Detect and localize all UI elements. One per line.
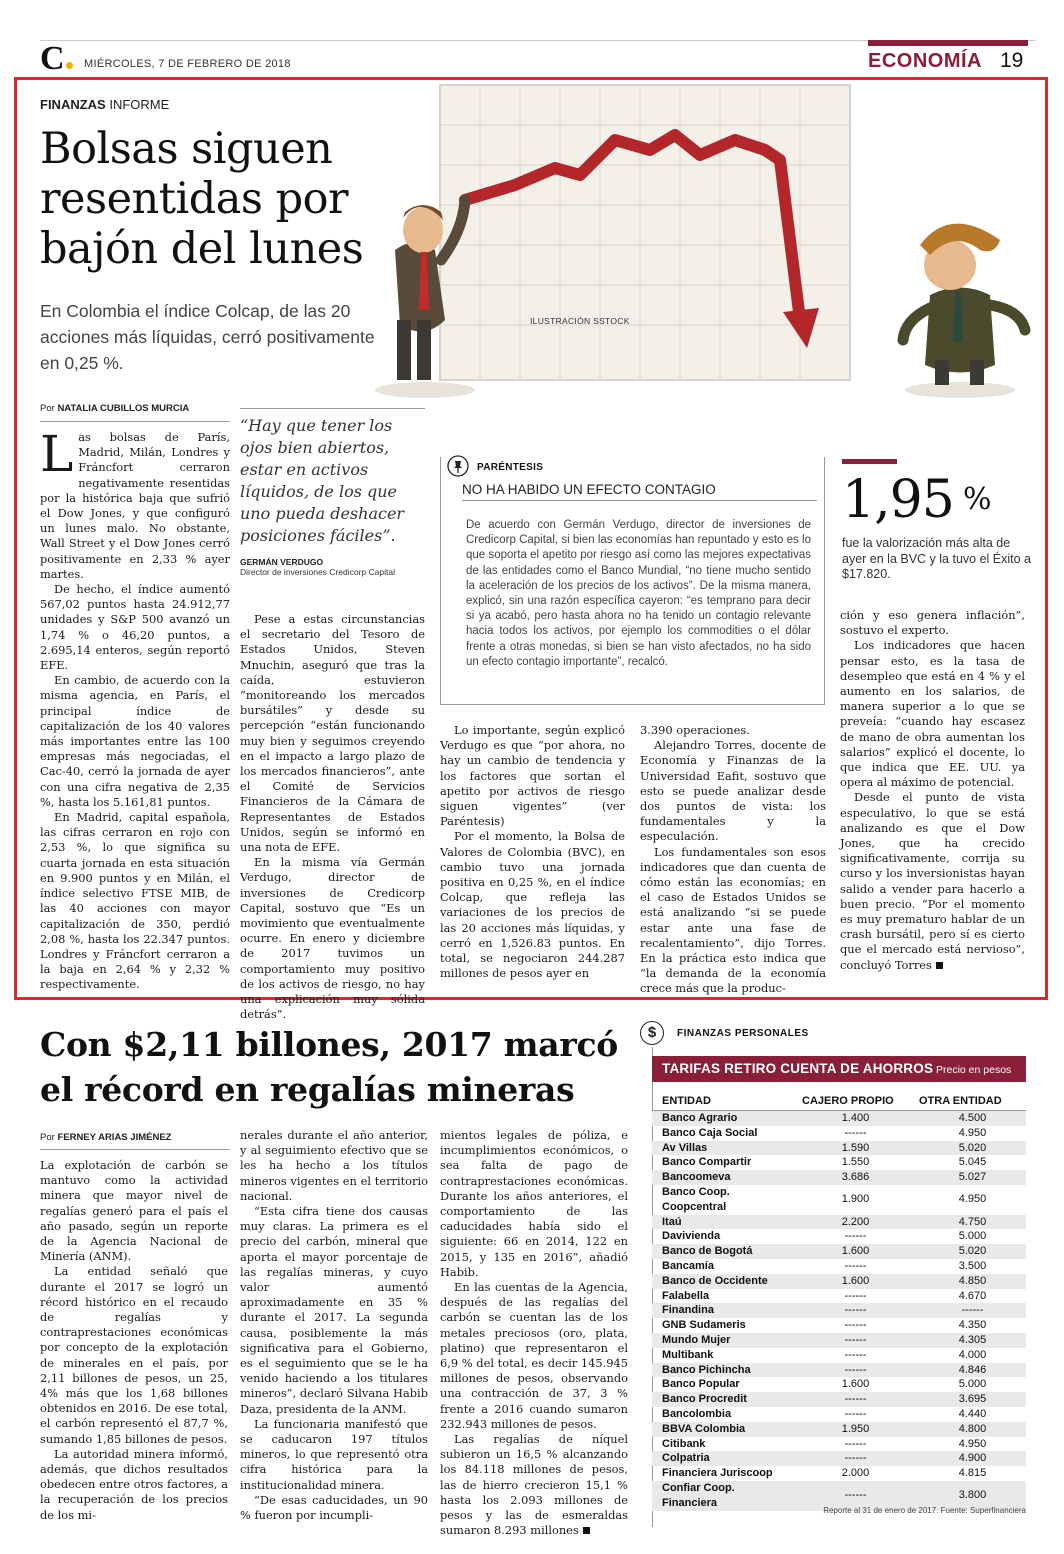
byline-author: NATALIA CUBILLOS MURCIA — [57, 403, 190, 414]
otra-entidad-cell: 4.500 — [909, 1111, 1026, 1126]
paragraph: En Madrid, capital española, las cifras cerraron en rojo con 2,53 %, lo que significa su cuarta jornada en esta situación en 9.900 puntos y en Milán, el índice selectivo FTSE MIB, de las 40 acciones con mayor capitalización de 350, perdió 2,08 %, hasta los 22.347 puntos. Londres y Fráncfort cerraron a la baja en 2,64 % y 2,32 % respectivamente. — [40, 810, 230, 992]
paragraph: La entidad señaló que durante el 2017 se logró un récord histórico en el recaudo de regalías y contraprestaciones económicas por concepto de la explotación de minerales en el país, por 2,11 billones de pesos, un 25, 4% más que los 1,68 billones obtenidos en 2016. De ese total, el carbón representó el 87,7 %, sumando 1,85 billones de pesos. — [40, 1264, 228, 1446]
table-row — [652, 1141, 1026, 1156]
article-column-5 — [840, 608, 1025, 973]
entity-cell: Bancamía — [662, 1259, 714, 1272]
cajero-propio-cell: ------ — [844, 1348, 867, 1361]
cajero-propio-cell: ------ — [792, 1392, 909, 1407]
otra-entidad-cell: 4.846 — [909, 1363, 1026, 1378]
paragraph: ción y eso genera inflación”, sostuvo el experto. — [840, 608, 1025, 638]
table-row — [652, 1377, 1026, 1392]
otra-entidad-cell: 4.000 — [958, 1348, 987, 1361]
paragraph: nerales durante el año anterior, y al seguimiento efectivo que se les ha hecho a los títulos mineros vigentes en el territorio nacional. — [240, 1128, 428, 1203]
otra-entidad-cell: 5.000 — [958, 1230, 987, 1243]
table-row — [652, 1215, 1026, 1230]
table-row — [652, 1289, 1026, 1304]
entity-cell: Falabella — [662, 1289, 710, 1302]
table-row — [652, 1451, 1026, 1466]
parentesis-text: De acuerdo con Germán Verdugo, director de inversiones de Credicorp Capital, si bien las economías han repuntado y esto es lo que soporta el apetito por riesgo así como las mejores expectativas de las entidades como el Banco Mundial, “no tiene mucho sentido la aceleración de los precios de los activos”. De la misma manera, explicó, sin una razón específica cayeron: “es temprano para decir si ya acabó, pero hasta ahora no ha tenido un contagio relevante hacia todos los activos, por ejemplo los commodities o el dólar frente a otras monedas, si bien se han visto afectados, no ha sido un efecto contagio importante”, recalcó. — [466, 519, 811, 668]
otra-entidad-cell: 4.440 — [958, 1407, 987, 1420]
table-row — [652, 1155, 1026, 1170]
paragraph: En cambio, de acuerdo con la misma agencia, en París, el principal índice de capitalización de los 40 valores más importantes entre las 100 empresas más negociadas, el Cac-40, cerró la jornada de ayer con una cifra negativa de 2,35 %, hasta los 5.161,81 puntos. — [40, 673, 230, 809]
cajero-propio-cell: 1.900 — [841, 1193, 870, 1206]
entity-cell: Banco Procredit — [652, 1392, 792, 1407]
entity-cell: Banco Compartir — [662, 1156, 752, 1169]
otra-entidad-cell: 4.305 — [909, 1333, 1026, 1348]
cajero-propio-cell: ------ — [792, 1333, 909, 1348]
column-header-otra-entidad: OTRA ENTIDAD — [909, 1094, 1026, 1111]
otra-entidad-cell: 4.750 — [909, 1215, 1026, 1230]
article-kicker — [40, 97, 169, 112]
otra-entidad-cell: 5.027 — [909, 1170, 1026, 1185]
otra-entidad-cell: 5.020 — [909, 1141, 1026, 1156]
article-subhead: En Colombia el índice Colcap, de las 20 acciones más líquidas, cerró positivamente en 0,25 %. — [40, 301, 375, 373]
byline — [40, 403, 230, 422]
article2-column-2 — [240, 1128, 428, 1523]
table-row — [652, 1170, 1026, 1185]
entity-cell: Bancolombia — [662, 1407, 732, 1420]
section-bar — [868, 40, 1028, 46]
otra-entidad-cell: 4.815 — [958, 1467, 987, 1480]
cajero-propio-cell: ------ — [844, 1230, 867, 1243]
otra-entidad-cell: 4.670 — [958, 1289, 987, 1302]
entity-cell: Colpatria — [652, 1451, 792, 1466]
kicker-type: INFORME — [109, 97, 170, 112]
edition-date: MIÉRCOLES, 7 DE FEBRERO DE 2018 — [84, 58, 291, 70]
paragraph: De hecho, el índice aumentó 567,02 puntos hasta 24.912,77 unidades y S&P 500 avanzó un 1,74 % o 46,20 puntos, a 2.695,14 enteros, según reportó EFE. — [40, 582, 230, 673]
paragraph: 3.390 operaciones. — [640, 723, 750, 737]
article-column-2 — [240, 612, 425, 1022]
paragraph: Las regalías de níquel subieron un 16,5 % alcanzando los 84.118 millones de pesos, las de hierro crecieron 15,1 % hasta los 2.093 millones de pesos y las de esmeraldas sumaron 8.293 millones — [440, 1432, 628, 1538]
entity-cell: Itaú — [652, 1215, 792, 1230]
article-column-3 — [440, 723, 625, 981]
parentesis-title: NO HA HABIDO UN EFECTO CONTAGIO — [462, 482, 817, 501]
table-row — [652, 1318, 1026, 1333]
otra-entidad-cell: 4.950 — [958, 1193, 987, 1206]
table-row — [652, 1229, 1026, 1244]
entity-cell: Banco Caja Social — [662, 1126, 758, 1139]
entity-cell: Multibank — [662, 1348, 714, 1361]
byline-prefix: Por — [40, 403, 55, 414]
table-row — [652, 1333, 1026, 1348]
paragraph: Desde el punto de vista especulativo, lo que se está analizando es que el Dow Jones, que ha crecido significativamente, corrija su curso y los inversionistas hayan salido a vender para hacerlo a buen precio. “Por el momento es muy prematuro hablar de un crash bursátil, pero sí es cierto que el mercado está nervioso”, concluyó Torres — [840, 790, 1025, 972]
article2-column-3 — [440, 1128, 628, 1538]
entity-cell: Mundo Mujer — [652, 1333, 792, 1348]
table-title: TARIFAS RETIRO CUENTA DE AHORROS — [662, 1061, 934, 1076]
rates-table — [652, 1094, 1026, 1511]
parentesis-label: PARÉNTESIS — [477, 462, 544, 473]
cajero-propio-cell: 1.550 — [841, 1156, 870, 1169]
quote-text: “Hay que tener los ojos bien abiertos, estar en activos líquidos, de los que uno pueda deshacer posiciones fáciles”. — [240, 416, 405, 545]
entity-cell: Finandina — [652, 1303, 792, 1318]
otra-entidad-cell: 4.900 — [909, 1451, 1026, 1466]
entity-cell: Citibank — [662, 1437, 706, 1450]
entity-cell: GNB Sudameris — [662, 1319, 746, 1332]
stat-unit: % — [963, 482, 992, 517]
byline-prefix: Por — [40, 1132, 55, 1143]
cajero-propio-cell: ------ — [844, 1407, 867, 1420]
table-header-row — [652, 1094, 1026, 1111]
otra-entidad-cell: 5.000 — [958, 1378, 987, 1391]
table-row — [652, 1259, 1026, 1274]
paragraph: as bolsas de París, Madrid, Milán, Londres y Fráncfort cerraron negativamente resentidas por la histórica baja que sufrió el Dow Jones, y que configuró un lunes malo. No obstante, Wall Street y el Dow Jones cerró positivamente en 2,33 % ayer martes. — [40, 430, 230, 581]
cajero-propio-cell: ------ — [844, 1126, 867, 1139]
paragraph: La explotación de carbón se mantuvo como la actividad minera que mayor nivel de regalías generó para el país el año pasado, según un reporte de la Agencia Nacional de Minería (ANM). — [40, 1158, 228, 1264]
finanzas-personales-label: FINANZAS PERSONALES — [677, 1028, 809, 1039]
otra-entidad-cell: 5.045 — [958, 1156, 987, 1169]
byline-author: FERNEY ARIAS JIMÉNEZ — [57, 1132, 172, 1143]
cajero-propio-cell: 1.590 — [792, 1141, 909, 1156]
dollar-icon: $ — [640, 1021, 664, 1045]
cajero-propio-cell: 3.686 — [792, 1170, 909, 1185]
entity-cell: BBVA Colombia — [652, 1422, 792, 1437]
article-headline: Bolsas siguen resentidas por bajón del lunes — [40, 124, 364, 274]
table-row — [652, 1348, 1026, 1363]
kicker-section: FINANZAS — [40, 97, 106, 112]
article-column-1 — [40, 425, 230, 993]
paragraph: Por el momento, la Bolsa de Valores de Colombia (BVC), en cambio tuvo una jornada positiva en 0,25 %, en el índice Colcap, que refleja las variaciones de los precios de las 20 acciones más líquidas, y cerró en 1,526.83 puntos. En total, se negociaron 244.287 millones de pesos ayer en — [440, 829, 625, 981]
table-row — [652, 1303, 1026, 1318]
otra-entidad-cell: 4.850 — [909, 1274, 1026, 1289]
businessman-right — [903, 224, 1025, 398]
logo-dot — [66, 62, 73, 69]
table-row — [652, 1392, 1026, 1407]
article2-headline: Con $2,11 billones, 2017 marcó el récord en regalías mineras — [40, 1025, 618, 1109]
otra-entidad-cell: 4.800 — [909, 1422, 1026, 1437]
stat-number: 1,95 — [842, 470, 954, 530]
pushpin-icon — [447, 455, 469, 477]
stat-caption: fue la valorización más alta de ayer en la BVC y la tuvo el Éxito a $17.820. — [842, 536, 1031, 581]
cajero-propio-cell: ------ — [844, 1259, 867, 1272]
cajero-propio-cell: 1.600 — [841, 1378, 870, 1391]
cajero-propio-cell: ------ — [792, 1451, 909, 1466]
table-unit: Precio en pesos — [936, 1064, 1012, 1076]
table-row — [652, 1126, 1026, 1141]
section-name: ECONOMÍA — [868, 50, 982, 72]
stock-market-illustration — [375, 80, 1045, 400]
paragraph: Los indicadores que hacen pensar esto, es la tasa de desempleo que está en 4 % y el aumento en los salarios, de manera superior a lo que se preveía: “cuando hay escasez de mano de obra aumentan los salarios” explicó el docente, lo que indica que EE. UU. ya opera al máximo de potencial. — [840, 638, 1025, 790]
entity-cell: Financiera Juriscoop — [662, 1467, 773, 1480]
cajero-propio-cell: 1.600 — [792, 1244, 909, 1259]
end-mark-icon — [936, 962, 943, 969]
quote-author-role: Director de inversiones Credicorp Capital — [240, 567, 395, 577]
entity-cell: Banco de Occidente — [652, 1274, 792, 1289]
table-row — [652, 1185, 1026, 1215]
otra-entidad-cell: 3.500 — [958, 1259, 987, 1272]
otra-entidad-cell: 3.800 — [909, 1481, 1026, 1511]
otra-entidad-cell: ------ — [909, 1303, 1026, 1318]
table-row — [652, 1363, 1026, 1378]
cajero-propio-cell: ------ — [844, 1319, 867, 1332]
paragraph: mientos legales de póliza, e incumplimientos económicos, o sea falta de pago de contraprestaciones económicas. Durante los años anteriores, el comportamiento de las caducidades había sido el siguiente: 66 en 2014, 122 en 2015, y 135 en 2016”, añadió Habib. — [440, 1128, 628, 1279]
drop-cap: L — [40, 425, 74, 483]
otra-entidad-cell: 3.695 — [909, 1392, 1026, 1407]
cajero-propio-cell: ------ — [844, 1437, 867, 1450]
entity-cell: Banco Popular — [662, 1378, 740, 1391]
entity-cell: Av Villas — [652, 1141, 792, 1156]
table-body — [652, 1111, 1026, 1511]
cajero-propio-cell: ------ — [844, 1289, 867, 1302]
table-row — [652, 1466, 1026, 1481]
table-source-note: Reporte al 31 de enero de 2017. Fuente: Superfinanciera — [823, 1506, 1026, 1515]
column-header-entidad: ENTIDAD — [652, 1094, 792, 1111]
paragraph: “De esas caducidades, un 90 % fueron por incumpli- — [240, 1492, 428, 1523]
entity-cell: Davivienda — [662, 1230, 721, 1243]
cajero-propio-cell: ------ — [792, 1481, 909, 1511]
paragraph: La autoridad minera informó, además, que dichos resultados obedecen entre otros factores, a la recuperación de los precios de los mi- — [40, 1446, 228, 1522]
otra-entidad-cell: 4.950 — [958, 1126, 987, 1139]
illustration-credit: ILUSTRACIÓN SSTOCK — [530, 316, 630, 326]
entity-cell: Banco Coop. Coopcentral — [662, 1185, 730, 1213]
paragraph: Los fundamentales son esos indicadores que dan cuenta de cómo están las economías; en el caso de Estados Unidos se está analizando “si se puede estar ante una fase de recalentamiento”, dijo Torres. En la práctica esto indica que “la demanda de la economía crece más que la produc- — [640, 844, 826, 996]
paragraph: En la misma vía Germán Verdugo, director de inversiones de Credicorp Capital, sostuvo que “Es un movimiento que eventualmente ocurre. En enero y diciembre de 2017 tuvimos un comportamiento muy positivo de los activos de riesgo, no hay una explicación muy sólida detrás”. — [240, 855, 425, 1022]
table-row — [652, 1422, 1026, 1437]
table-row — [652, 1274, 1026, 1289]
cajero-propio-cell: ------ — [792, 1363, 909, 1378]
table-row — [652, 1407, 1026, 1422]
table-row — [652, 1111, 1026, 1126]
paragraph: En las cuentas de la Agencia, después de las regalías del carbón se cuentan las de los metales preciosos (oro, plata, platino) que representaron el 6,9 % del total, es decir 145.945 millones de pesos, observando una contracción de 37, 3 % frente a 2016 cuando sumaron 232.943 millones de pesos. — [440, 1280, 628, 1431]
entity-cell: Banco de Bogotá — [652, 1244, 792, 1259]
entity-cell: Banco Agrario — [652, 1111, 792, 1126]
paragraph: “Esta cifra tiene dos causas muy claras. La primera es el precio del carbón, mineral que aporta el mayor porcentaje de las regalías mineras, y cuyo valor aumentó aproximadamente en 35 % durante el 2017. La segunda causa, posiblemente la más significativa para el Gobierno, es el seguimiento que se le ha venido haciendo a los titulares mineros”, declaró Silvana Habib Daza, presidenta de la ANM. — [240, 1204, 428, 1416]
pull-quote — [240, 408, 425, 577]
cajero-propio-cell: 1.400 — [792, 1111, 909, 1126]
paragraph: Pese a estas circunstancias el secretario del Tesoro de Estados Unidos, Steven Mnuchin, aseguró que tras la caída, estuvieron “monitoreando los mercados bursátiles” y desde su percepción “están funcionando muy bien y seguimos creyendo en el impacto a largo plazo de los mercados financieros”, ante el Comité de Servicios Financieros de la Cámara de Representantes de Estados Unidos, según se informó en una nota de EFE. — [240, 612, 425, 855]
quote-rule — [240, 408, 425, 409]
paragraph: Lo importante, según explicó Verdugo es que “por ahora, no hay un cambio de tendencia y los factores que sortan el apetito por activos de riesgo siguen vigentes” (ver Paréntesis) — [440, 723, 625, 829]
table-row — [652, 1437, 1026, 1452]
table-row — [652, 1244, 1026, 1259]
quote-author: GERMÁN VERDUGO — [240, 557, 324, 567]
article2-column-1 — [40, 1158, 228, 1523]
entity-cell: Bancoomeva — [652, 1170, 792, 1185]
article-column-4 — [640, 723, 826, 997]
page-number: 19 — [1000, 49, 1024, 72]
cajero-propio-cell: ------ — [792, 1303, 909, 1318]
column-header-cajero-propio: CAJERO PROPIO — [792, 1094, 909, 1111]
cajero-propio-cell: 1.600 — [792, 1274, 909, 1289]
paragraph: La funcionaria manifestó que se caducaron 197 títulos mineros, lo que representó otra cifra histórica para la institucionalidad minera. — [240, 1416, 428, 1492]
otra-entidad-cell: 4.950 — [958, 1437, 987, 1450]
end-mark-icon — [583, 1527, 590, 1534]
otra-entidad-cell: 4.350 — [958, 1319, 987, 1332]
entity-cell: Banco Pichincha — [652, 1363, 792, 1378]
cajero-propio-cell: 2.000 — [841, 1467, 870, 1480]
paragraph: Alejandro Torres, docente de Economía y Finanzas de la Universidad Eafit, sostuvo que esto se puede analizar desde dos puntos de vista: los fundamentales y la especulación. — [640, 738, 826, 844]
otra-entidad-cell: 5.020 — [909, 1244, 1026, 1259]
cajero-propio-cell: 1.950 — [792, 1422, 909, 1437]
cajero-propio-cell: 2.200 — [792, 1215, 909, 1230]
stat-accent-bar — [842, 459, 897, 464]
newspaper-logo: C — [40, 42, 73, 76]
entity-cell: Confiar Coop. Financiera — [652, 1481, 792, 1511]
article2-byline — [40, 1132, 230, 1150]
